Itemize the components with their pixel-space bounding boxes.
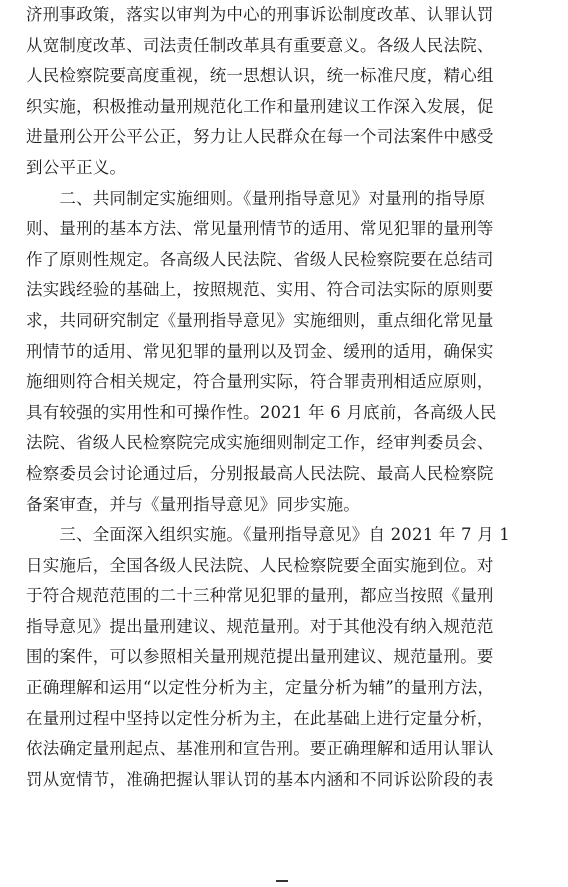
text-line: 作了原则性规定。各高级人民法院、省级人民检察院要在总结司 [26, 249, 494, 269]
text-line: 刑情节的适用、常见犯罪的量刑以及罚金、缓刑的适用，确保实 [26, 341, 494, 361]
document-body [26, 0, 550, 795]
text-line: 法院、省级人民检察院完成实施细则制定工作，经审判委员会、 [26, 433, 494, 453]
paragraph-policy-significance [26, 0, 550, 184]
text-line: 罚从宽情节，准确把握认罪认罚的基本内涵和不同诉讼阶段的表 [26, 769, 494, 789]
text-line: 二、共同制定实施细则。《量刑指导意见》对量刑的指导原 [26, 188, 486, 208]
text-line: 织实施，积极推动量刑规范化工作和量刑建议工作深入发展，促 [26, 96, 494, 116]
page-footer-mark [276, 880, 288, 882]
text-line: 备案审查，并与《量刑指导意见》同步实施。 [26, 494, 360, 514]
text-line: 求，共同研究制定《量刑指导意见》实施细则，重点细化常见量 [26, 310, 494, 330]
text-line: 于符合规范范围的二十三种常见犯罪的量刑，都应当按照《量刑 [26, 586, 494, 606]
text-line: 三、全面深入组织实施。《量刑指导意见》自 2021 年 7 月 1 [26, 525, 510, 545]
text-line: 施细则符合相关规定，符合量刑实际，符合罪责刑相适应原则， [26, 372, 494, 392]
text-line: 检察委员会讨论通过后，分别报最高人民法院、最高人民检察院 [26, 463, 494, 483]
text-line: 到公平正义。 [26, 157, 127, 177]
paragraph-section-3 [26, 520, 550, 795]
text-line: 围的案件，可以参照相关量刑规范提出量刑建议、规范量刑。要 [26, 647, 494, 667]
text-line: 指导意见》提出量刑建议、规范量刑。对于其他没有纳入规范范 [26, 616, 494, 636]
text-line: 具有较强的实用性和可操作性。2021 年 6 月底前，各高级人民 [26, 402, 497, 422]
text-line: 从宽制度改革、司法责任制改革具有重要意义。各级人民法院、 [26, 35, 494, 55]
text-line: 进量刑公开公平公正，努力让人民群众在每一个司法案件中感受 [26, 127, 494, 147]
text-line: 济刑事政策，落实以审判为中心的刑事诉讼制度改革、认罪认罚 [26, 5, 494, 24]
text-line: 日实施后，全国各级人民法院、人民检察院要全面实施到位。对 [26, 555, 494, 575]
text-line: 人民检察院要高度重视，统一思想认识，统一标准尺度，精心组 [26, 66, 494, 86]
paragraph-section-2 [26, 184, 550, 521]
text-line: 依法确定量刑起点、基准刑和宣告刑。要正确理解和适用认罪认 [26, 739, 494, 759]
text-line: 法实践经验的基础上，按照规范、实用、符合司法实际的原则要 [26, 280, 494, 300]
text-line: 正确理解和运用“以定性分析为主，定量分析为辅”的量刑方法， [26, 678, 495, 698]
text-line: 在量刑过程中坚持以定性分析为主，在此基础上进行定量分析， [26, 708, 494, 728]
text-line: 则、量刑的基本方法、常见量刑情节的适用、常见犯罪的量刑等 [26, 219, 494, 239]
